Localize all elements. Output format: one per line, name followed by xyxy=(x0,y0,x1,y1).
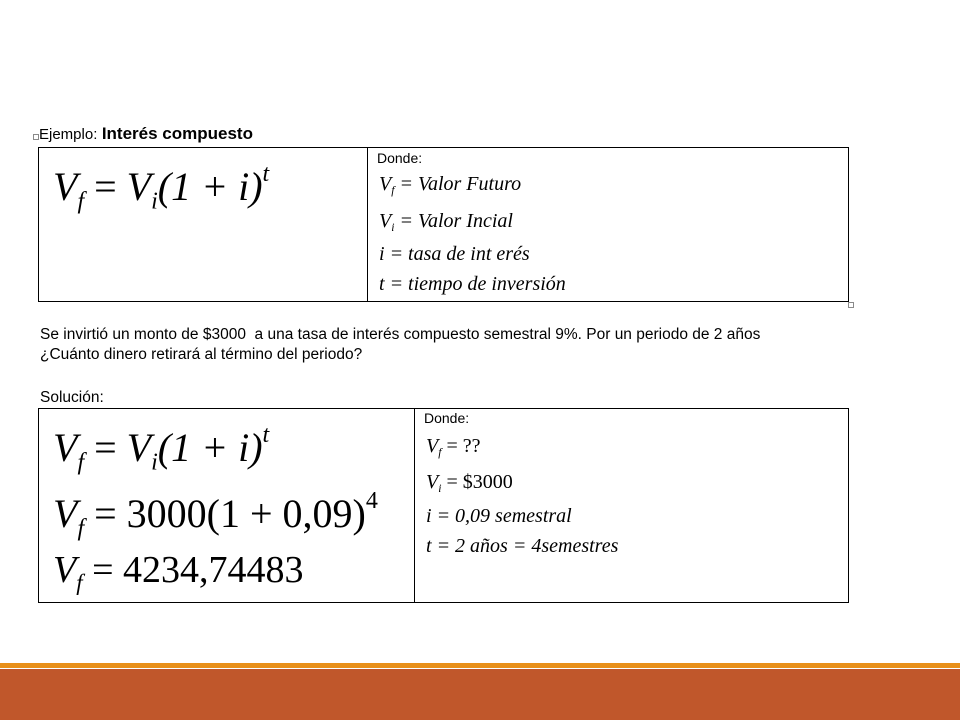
example-title: Interés compuesto xyxy=(101,124,253,143)
solution-def-time: t = 2 años = 4semestres xyxy=(426,535,619,557)
solution-formula: $V_f = V_i(1 + i)^t$ xyxy=(53,422,270,476)
problem-line-2: ¿Cuánto dinero retirará al término del periodo? xyxy=(40,346,363,363)
solution-substitution: $V_f = 3000(1 + 0,09)^4$ xyxy=(53,488,378,542)
example-box-divider xyxy=(367,148,368,301)
selection-handle-bottom-right xyxy=(848,302,854,308)
footer-band xyxy=(0,669,960,720)
solution-def-interest-rate: i = 0,09 semestral xyxy=(426,505,572,527)
example-label: Ejemplo: xyxy=(39,126,98,143)
compound-interest-formula: $V_f = V_i(1 + i)^t$ xyxy=(53,161,270,215)
solution-box xyxy=(38,408,849,603)
solution-result: $V_f = 4234,74483$ xyxy=(53,549,304,595)
solution-def-final-value: $V_f$ = ?? xyxy=(426,435,481,460)
solution-donde-label: Donde: xyxy=(424,410,470,426)
example-formula-box xyxy=(38,147,849,302)
solution-box-divider xyxy=(414,409,415,602)
definition-investment-time: t = tiempo de inversión xyxy=(379,273,566,295)
definition-initial-value: $V_i$ = Valor Incial xyxy=(379,210,513,235)
problem-statement xyxy=(40,325,940,365)
definition-interest-rate: i = tasa de int erés xyxy=(379,243,530,265)
solution-heading: Solución: xyxy=(40,389,104,406)
example-heading xyxy=(39,124,253,144)
solution-def-initial-value: $V_i$ = $3000 xyxy=(426,471,513,496)
example-donde-label: Donde: xyxy=(377,150,423,166)
footer-accent-line xyxy=(0,663,960,668)
definition-final-value: $V_f$ = Valor Futuro xyxy=(379,173,522,198)
problem-line-1: Se invirtió un monto de $3000 a una tasa de interés compuesto semestral 9%. Por un periodo de 2 años xyxy=(40,326,761,343)
